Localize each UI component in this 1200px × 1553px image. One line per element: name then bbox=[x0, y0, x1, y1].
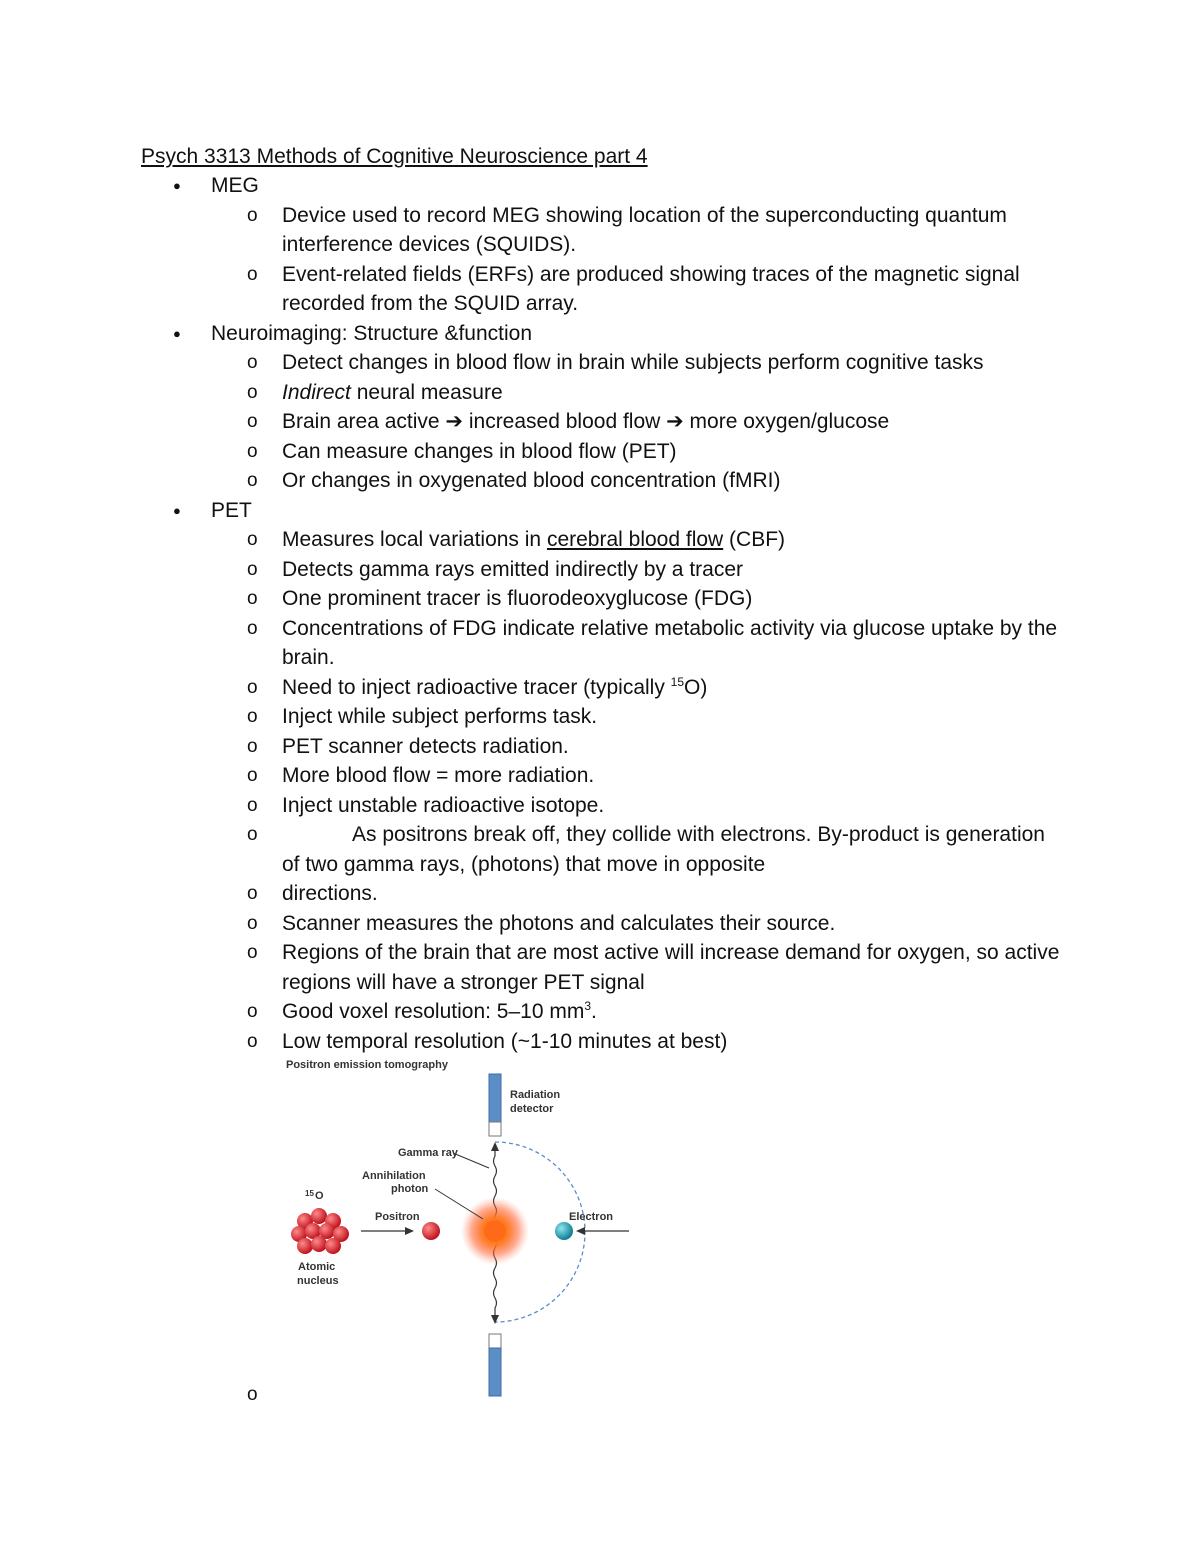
indirect-emphasis: Indirect bbox=[282, 380, 351, 404]
list-item: o Or changes in oxygenated blood concentration (fMRI) bbox=[141, 466, 1061, 496]
list-item: o directions. bbox=[141, 879, 1061, 909]
bullet: o bbox=[247, 883, 258, 904]
bullet: o bbox=[247, 440, 258, 462]
pet-diagram bbox=[283, 1056, 643, 1400]
list-item: o Detect changes in blood flow in brain while subjects perform cognitive tasks bbox=[141, 348, 1061, 378]
bullet: o bbox=[247, 617, 258, 639]
section-neuroimaging: ● Neuroimaging: Structure &function bbox=[141, 319, 1061, 349]
nucleus-label: Atomic bbox=[298, 1261, 336, 1273]
detector-label: detector bbox=[510, 1103, 554, 1115]
radiation-detector-bottom bbox=[489, 1334, 501, 1396]
annihilation-label: photon bbox=[391, 1183, 429, 1195]
electron-label: Electron bbox=[569, 1211, 614, 1223]
list-item: o Inject while subject performs task. bbox=[141, 702, 1061, 732]
gamma-ray-label: Gamma ray bbox=[398, 1147, 458, 1159]
list-item: o One prominent tracer is fluorodeoxyglucose (FDG) bbox=[141, 584, 1061, 614]
leader-line bbox=[453, 1153, 489, 1168]
list-item: o Can measure changes in blood flow (PET) bbox=[141, 437, 1061, 467]
bullet: o bbox=[247, 588, 258, 609]
page-title: Psych 3313 Methods of Cognitive Neuroscience part 4 bbox=[141, 145, 648, 168]
bullet: o bbox=[247, 912, 258, 934]
list-item: o Measures local variations in cerebral blood flow (CBF) bbox=[141, 525, 1061, 555]
list-item: o More blood flow = more radiation. bbox=[141, 761, 1061, 791]
bullet: o bbox=[247, 558, 258, 580]
arrow-left-icon bbox=[576, 1227, 585, 1235]
positron bbox=[422, 1222, 440, 1240]
arrow-up-icon bbox=[491, 1142, 499, 1151]
electron bbox=[555, 1222, 573, 1240]
list-item: o Detects gamma rays emitted indirectly by a tracer bbox=[141, 555, 1061, 585]
bullet: o bbox=[247, 529, 258, 550]
positron-label: Positron bbox=[375, 1211, 420, 1223]
arrow-right-icon bbox=[405, 1227, 414, 1235]
bullet: o bbox=[247, 1001, 258, 1022]
radiation-detector-top bbox=[489, 1074, 501, 1136]
document-body bbox=[141, 143, 1061, 1056]
bullet: o bbox=[247, 263, 258, 285]
list-item: o Event-related fields (ERFs) are produced showing traces of the magnetic signal recorded from the SQUID array. bbox=[141, 260, 1061, 319]
list-item: o Inject unstable radioactive isotope. bbox=[141, 791, 1061, 821]
bullet: o bbox=[247, 470, 258, 491]
list-item: o Device used to record MEG showing location of the superconducting quantum interference devices (SQUIDS). bbox=[141, 201, 1061, 260]
cerebral-blood-flow-link[interactable]: cerebral blood flow bbox=[546, 528, 724, 551]
bullet: o bbox=[247, 1030, 258, 1052]
bullet: o bbox=[247, 824, 258, 845]
bullet: o bbox=[247, 381, 258, 403]
isotope-mass-label: 15 bbox=[305, 1189, 314, 1198]
bullet: o bbox=[247, 942, 258, 963]
bullet: o bbox=[247, 765, 258, 786]
list-item: o Indirect neural measure bbox=[141, 378, 1061, 408]
list-item: o Regions of the brain that are most active will increase demand for oxygen, so active regions will have a stronger PET signal bbox=[141, 938, 1061, 997]
list-item: o Low temporal resolution (~1-10 minutes at best) bbox=[141, 1027, 1061, 1057]
bullet: o bbox=[247, 706, 258, 727]
list-item: o PET scanner detects radiation. bbox=[141, 732, 1061, 762]
nucleus-label: nucleus bbox=[297, 1275, 339, 1287]
detector-label: Radiation bbox=[510, 1089, 561, 1101]
arrow-down-icon bbox=[491, 1315, 499, 1324]
annihilation-photon bbox=[484, 1220, 506, 1242]
bullet: o bbox=[247, 204, 258, 226]
bullet: o bbox=[247, 411, 258, 432]
list-item: o Brain area active ➔ increased blood flow ➔ more oxygen/glucose bbox=[141, 407, 1061, 437]
list-item: o Need to inject radioactive tracer (typically $^{15}$O) bbox=[141, 673, 1061, 703]
list-item: o Scanner measures the photons and calculates their source. bbox=[141, 909, 1061, 939]
empty-bullet: o bbox=[247, 1384, 258, 1405]
annihilation-label: Annihilation bbox=[362, 1170, 426, 1182]
section-meg: ● MEG bbox=[141, 171, 1061, 201]
bullet: o bbox=[247, 676, 258, 698]
list-item: o As positrons break off, they collide with electrons. By-product is generation of two gamma rays, (photons) that move in opposite bbox=[141, 820, 1061, 879]
section-pet: ● PET bbox=[141, 496, 1061, 526]
bullet: o bbox=[247, 352, 258, 373]
atomic-nucleus bbox=[291, 1208, 349, 1254]
isotope-symbol-label: O bbox=[315, 1190, 324, 1202]
list-item: o Good voxel resolution: 5–10 $mm^3$. bbox=[141, 997, 1061, 1027]
list-item: o Concentrations of FDG indicate relative metabolic activity via glucose uptake by the brain. bbox=[141, 614, 1061, 673]
bullet: o bbox=[247, 794, 258, 816]
figure-title: Positron emission tomography bbox=[286, 1059, 448, 1071]
bullet: o bbox=[247, 735, 258, 757]
